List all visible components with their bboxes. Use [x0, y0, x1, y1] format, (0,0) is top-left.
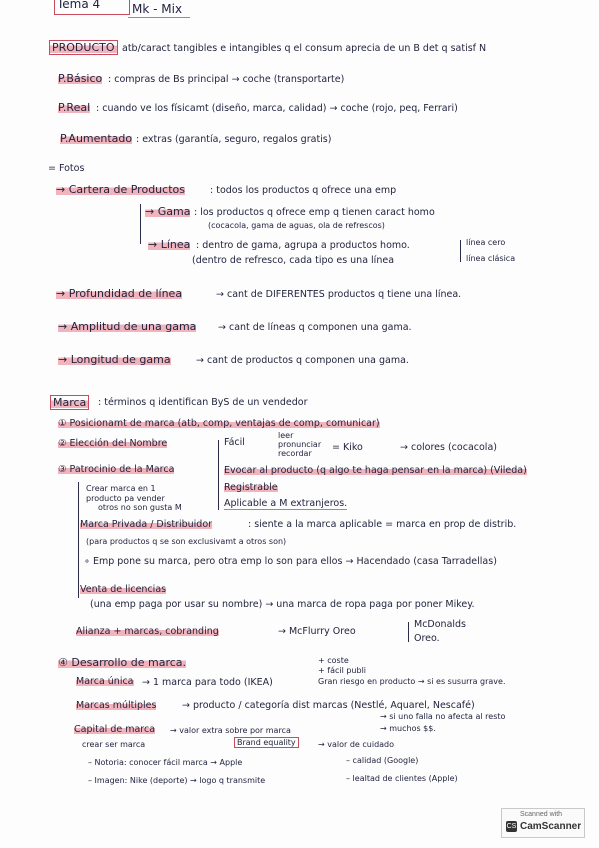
marca-step3: ③ Patrocinio de la Marca	[58, 464, 175, 475]
header-underline	[128, 17, 190, 18]
crear-marca-3: otros no son gusta M	[98, 503, 182, 512]
pbasico-def: : compras de Bs principal → coche (transportarte)	[108, 74, 345, 85]
tree-line	[140, 204, 141, 244]
longitud-def: → cant de productos q componen una gama.	[196, 355, 409, 366]
marca-unica-def: → 1 marca para todo (IKEA)	[142, 677, 273, 688]
linea-label: → Línea	[148, 238, 191, 251]
marcas-multiples-opt1: → si uno falla no afecta al resto	[380, 712, 506, 721]
producto-def: atb/caract tangibles e intangibles q el consum aprecia de un B det q satisf N	[122, 43, 487, 54]
nombre-colores: → colores (cocacola)	[400, 442, 497, 453]
producto-label: PRODUCTO	[49, 40, 118, 55]
marcas-multiples-label: Marcas múltiples	[76, 700, 157, 711]
paument-label: P.Aumentado	[60, 132, 133, 145]
cartera-label: → Cartera de Productos	[56, 183, 185, 196]
calidad-line: – calidad (Google)	[346, 756, 419, 765]
marca-step4: ④ Desarrollo de marca.	[58, 656, 187, 669]
linea-opt2: línea clásica	[466, 254, 516, 263]
marca-step2: ② Elección del Nombre	[58, 438, 168, 449]
alianza-opt1: McDonalds	[414, 619, 467, 630]
nombre-evocar: Evocar al producto (q algo te haga pensar en la marca) (Vileda)	[224, 465, 527, 476]
nombre-leer: leer	[278, 431, 294, 440]
longitud-label: → Longitud de gama	[58, 353, 171, 366]
imagen-line: – Imagen: Nike (deporte) → logo q transmite	[88, 776, 266, 785]
capital-marca-def3: → valor de cuidado	[318, 740, 395, 749]
capital-marca-def: → valor extra sobre por marca	[170, 726, 291, 735]
profundidad-def: → cant de DIFERENTES productos q tiene una línea.	[216, 289, 462, 300]
nombre-aplicable: Aplicable a M extranjeros.	[224, 498, 348, 509]
marca-unica-opt2: + fácil publi	[318, 666, 367, 675]
gama-example: (cocacola, gama de aguas, ola de refrescos)	[208, 221, 385, 230]
patrocinio-line	[78, 482, 79, 598]
marca-label: Marca	[50, 395, 89, 410]
amplitud-label: → Amplitud de una gama	[58, 320, 197, 333]
linea-opt1: línea cero	[466, 238, 506, 247]
paument-def: : extras (garantía, seguro, regalos gratis)	[136, 134, 332, 145]
crear-marca-2: producto pa vender	[86, 494, 165, 503]
fotos-label: = Fotos	[48, 163, 85, 174]
nombre-registrable: Registrable	[224, 482, 278, 493]
tema-box	[54, 0, 130, 15]
nombre-pronunciar: pronunciar	[278, 440, 322, 449]
profundidad-label: → Profundidad de línea	[56, 287, 183, 300]
preal-def: : cuando ve los físicamt (diseño, marca, calidad) → coche (rojo, peq, Ferrari)	[96, 103, 458, 114]
stamp-line2: CamScanner	[520, 821, 582, 832]
tema-label: Tema 4	[57, 0, 101, 11]
alianza-opt2: Oreo.	[414, 633, 440, 644]
nombre-recordar: recordar	[278, 449, 312, 458]
gama-label: → Gama	[145, 205, 191, 218]
marca-def: : términos q identifican ByS de un vendedor	[98, 397, 308, 408]
marca-unica-opt3: Gran riesgo en producto → si es susurra grave.	[318, 677, 506, 686]
amplitud-def: → cant de líneas q componen una gama.	[218, 322, 412, 333]
linea-def: : dentro de gama, agrupa a productos homo.	[196, 240, 410, 251]
marca-step1: ① Posicionamt de marca (atb, comp, ventajas de comp, comunicar)	[58, 418, 380, 429]
capital-marca-sub: crear ser marca	[82, 740, 146, 749]
marca-privada-ex: (para productos q se son exclusivamt a otros son)	[86, 537, 287, 546]
marcas-multiples-opt2: → muchos $$.	[380, 724, 436, 733]
camscanner-logo-icon: CS	[506, 823, 517, 830]
marca-unica-opt1: + coste	[318, 656, 349, 665]
linea-def2: (dentro de refresco, cada tipo es una línea	[192, 255, 395, 266]
alianza-brace	[408, 622, 409, 642]
capital-marca-label: Capital de marca	[74, 724, 156, 735]
preal-label: P.Real	[58, 101, 91, 114]
brand-equality-box: Brand equality	[234, 737, 299, 748]
nombre-kiko: = Kiko	[332, 442, 363, 453]
marca-privada-label: Marca Privada / Distribuidor	[80, 519, 213, 530]
camscanner-stamp	[501, 808, 585, 838]
nombre-facil: Fácil	[224, 437, 245, 448]
tema-sub: Mk - Mix	[132, 2, 183, 16]
nombre-brace	[218, 440, 219, 510]
stamp-line1: Scanned with	[520, 811, 563, 818]
linea-brace	[460, 240, 461, 262]
notoriedad-line: – Notoria: conocer fácil marca → Apple	[88, 758, 243, 767]
alianza-def: → McFlurry Oreo	[278, 626, 356, 637]
marca-privada-def: : siente a la marca aplicable = marca en prop de distrib.	[248, 519, 517, 530]
alianza-label: Alianza + marcas, cobranding	[76, 626, 219, 637]
marca-emp: ∘ Emp pone su marca, pero otra emp lo son para ellos → Hacendado (casa Tarradellas)	[84, 556, 497, 567]
venta-licencias-def: (una emp paga por usar su nombre) → una marca de ropa paga por poner Mikey.	[90, 599, 475, 610]
gama-def: : los productos q ofrece emp q tienen caract homo	[194, 207, 435, 218]
lealtad-line: – lealtad de clientes (Apple)	[346, 774, 458, 783]
marcas-multiples-def: → producto / categoría dist marcas (Nestlé, Aquarel, Nescafé)	[182, 700, 475, 711]
marca-unica-label: Marca única	[76, 676, 134, 687]
venta-licencias-label: Venta de licencias	[80, 584, 167, 595]
pbasico-label: P.Básico	[58, 72, 103, 85]
crear-marca-1: Crear marca en 1	[86, 484, 156, 493]
cartera-def: : todos los productos q ofrece una emp	[210, 185, 397, 196]
